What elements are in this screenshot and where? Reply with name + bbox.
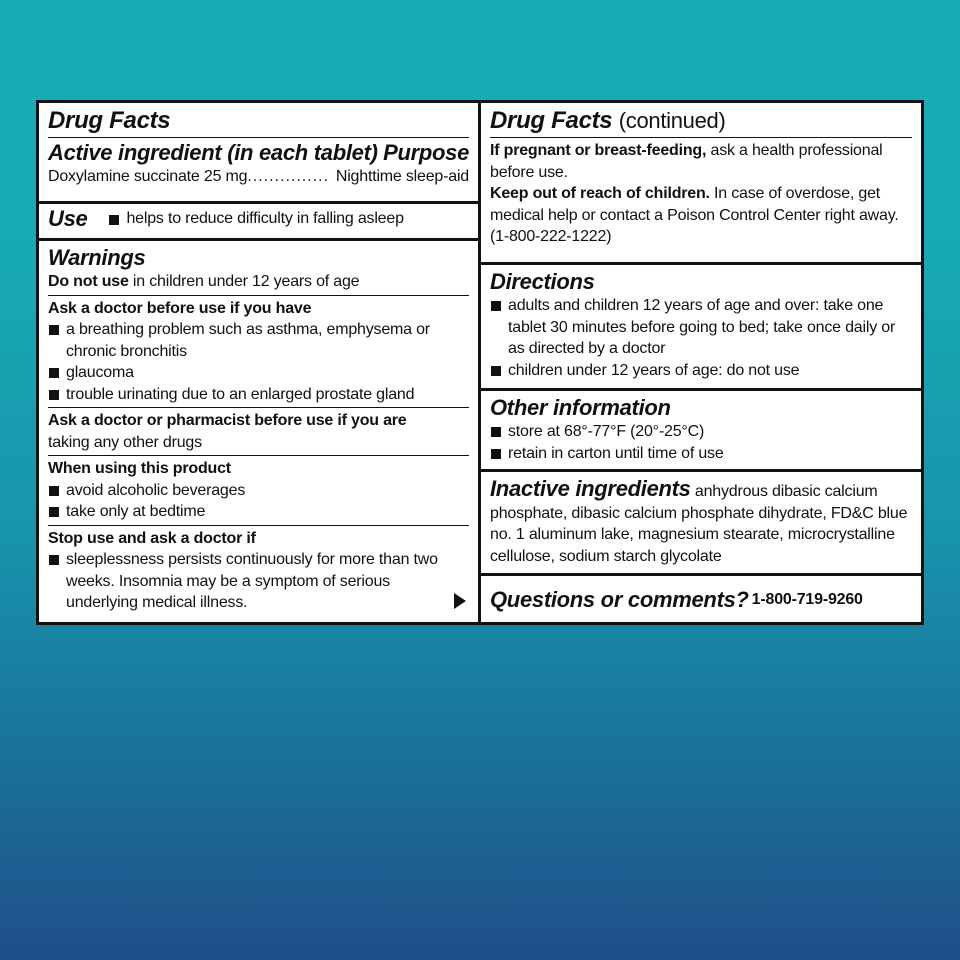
- list-item: [48, 319, 469, 362]
- purpose: Nighttime sleep-aid: [335, 168, 469, 185]
- use-heading: Use: [48, 206, 88, 231]
- list-item: [490, 360, 912, 382]
- directions-heading: Directions: [490, 269, 595, 294]
- pregnant-warning: [490, 140, 912, 183]
- continued-text: (continued): [618, 108, 726, 133]
- square-bullet-icon: [49, 325, 59, 335]
- ask-pharmacist-heading: Ask a doctor or pharmacist before use if you are: [48, 412, 407, 429]
- ask-pharmacist-text: taking any other drugs: [48, 433, 202, 451]
- title-text: Drug Facts: [490, 107, 613, 134]
- list-item-text: trouble urinating due to an enlarged prostate gland: [66, 385, 415, 403]
- drug-facts-label: [36, 100, 924, 625]
- directions-panel: [481, 265, 921, 388]
- list-item: [490, 443, 912, 465]
- right-column: [481, 103, 921, 622]
- warnings-heading: Warnings: [48, 245, 146, 270]
- square-bullet-icon: [491, 366, 501, 376]
- use-row: [48, 206, 469, 232]
- stop-use-heading: Stop use and ask a doctor if: [48, 529, 256, 547]
- active-ingredient: Doxylamine succinate 25 mg: [48, 168, 248, 185]
- warnings-panel: [39, 241, 478, 622]
- use-item: helps to reduce difficulty in falling asleep: [126, 210, 404, 228]
- square-bullet-icon: [49, 507, 59, 517]
- list-item: [48, 501, 469, 523]
- other-information-panel: [481, 391, 921, 469]
- divider: [48, 137, 469, 138]
- keep-out-bold: Keep out of reach of children.: [490, 185, 710, 202]
- square-bullet-icon: [49, 486, 59, 496]
- list-item-text: glaucoma: [66, 364, 134, 381]
- questions-heading: Questions or comments?: [490, 586, 749, 612]
- questions-panel: [481, 576, 921, 622]
- use-panel: [39, 204, 478, 238]
- divider: [490, 137, 912, 138]
- divider: [48, 455, 469, 456]
- list-item-text: retain in carton until time of use: [508, 444, 724, 462]
- ask-doctor-heading: Ask a doctor before use if you have: [48, 299, 312, 317]
- left-column: [39, 103, 478, 622]
- keep-out-text: In case of overdose, get medical help or contact a Poison Control Center right away. (1-800-222-1222): [490, 185, 899, 245]
- leader-dots: ...............: [247, 168, 330, 185]
- keep-out-warning: [490, 183, 912, 248]
- active-ingredient-row: [48, 166, 469, 188]
- purpose-heading: Purpose: [383, 140, 469, 165]
- list-item: [490, 295, 912, 360]
- list-item: [48, 362, 469, 384]
- questions-phone: 1-800-719-9260: [751, 590, 863, 608]
- active-heading-row: [48, 140, 469, 166]
- active-ingredient-heading: Active ingredient (in each tablet): [48, 140, 378, 165]
- list-item-text: avoid alcoholic beverages: [66, 481, 246, 499]
- list-item: [48, 480, 469, 502]
- other-information-heading: Other information: [490, 395, 671, 420]
- square-bullet-icon: [49, 555, 59, 565]
- inactive-ingredients-panel: [481, 472, 921, 573]
- drug-facts-continued-title: [490, 107, 912, 135]
- list-item-text: adults and children 12 years of age and over: take one tablet 30 minutes before going to bed; take once daily or as directed by a doctor: [508, 297, 896, 357]
- list-item-text: sleeplessness persists continuously for more than two weeks. Insomnia may be a symptom of serious underlying medical illness.: [66, 551, 438, 611]
- square-bullet-icon: [49, 368, 59, 378]
- do-not-use: [48, 271, 469, 293]
- play-arrow-icon: [454, 593, 466, 609]
- list-item: [48, 549, 469, 614]
- inactive-ingredients-text: anhydrous dibasic calcium phosphate, dibasic calcium phosphate dihydrate, FD&C blue no. 1 aluminum lake, magnesium stearate, microcrystalline cellulose, sodium starch glycolate: [490, 483, 908, 565]
- divider: [48, 295, 469, 296]
- pregnant-text: ask a health professional before use.: [490, 142, 883, 181]
- list-item-text: take only at bedtime: [66, 503, 206, 520]
- do-not-use-bold: Do not use: [48, 273, 129, 290]
- active-ingredient-panel: [39, 103, 478, 201]
- do-not-use-text: in children under 12 years of age: [128, 273, 360, 290]
- list-item-text: a breathing problem such as asthma, emphysema or chronic bronchitis: [66, 321, 430, 360]
- list-item: [490, 421, 912, 443]
- square-bullet-icon: [491, 449, 501, 459]
- square-bullet-icon: [491, 427, 501, 437]
- drug-facts-title: Drug Facts: [48, 107, 171, 134]
- divider: [48, 525, 469, 526]
- list-item: [48, 384, 469, 406]
- pregnant-bold: If pregnant or breast-feeding,: [490, 142, 707, 159]
- list-item-text: store at 68°-77°F (20°-25°C): [508, 423, 705, 440]
- inactive-ingredients: [490, 476, 912, 567]
- square-bullet-icon: [49, 390, 59, 400]
- pregnancy-panel: [481, 103, 921, 262]
- inactive-ingredients-heading: Inactive ingredients: [490, 476, 691, 501]
- divider: [48, 407, 469, 408]
- square-bullet-icon: [491, 301, 501, 311]
- when-using-heading: When using this product: [48, 460, 231, 477]
- square-bullet-icon: [109, 215, 119, 225]
- list-item-text: children under 12 years of age: do not use: [508, 361, 800, 379]
